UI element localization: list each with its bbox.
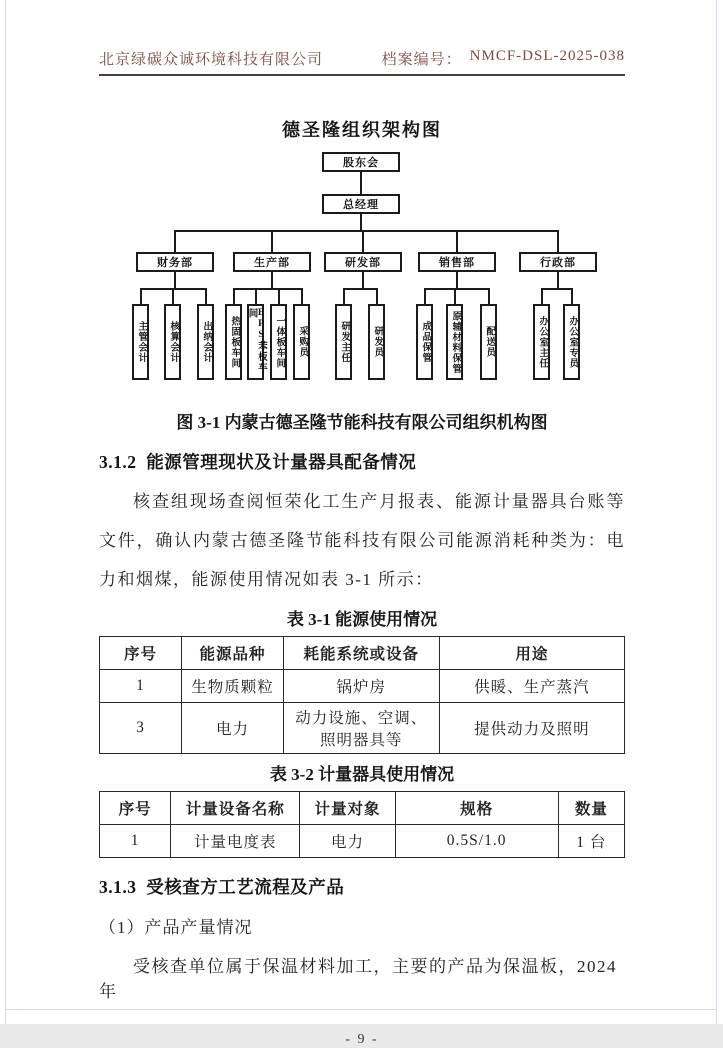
- connector-line: [376, 288, 378, 304]
- connector-line: [454, 288, 456, 304]
- page-number: - 9 -: [345, 1032, 379, 1048]
- org-node: 股东会: [322, 152, 400, 172]
- section-heading-312: 3.1.2 能源管理现状及计量器具配备情况: [99, 452, 417, 472]
- connector-line: [175, 230, 558, 232]
- connector-line: [343, 288, 345, 304]
- column-header: 能源品种: [182, 637, 284, 670]
- org-node: 核算会计: [164, 304, 181, 380]
- org-node: 办公室专员: [563, 304, 580, 380]
- column-header: 用途: [439, 637, 624, 670]
- table-cell: 电力: [182, 703, 284, 754]
- table-cell: 动力设施、空调、照明器具等: [283, 703, 439, 754]
- connector-line: [542, 288, 572, 290]
- connector-line: [174, 230, 176, 252]
- org-node: EPS苯板车间: [247, 304, 264, 380]
- connector-line: [362, 272, 364, 288]
- column-header: 耗能系统或设备: [283, 637, 439, 670]
- org-node: 行政部: [519, 252, 597, 272]
- column-header: 序号: [100, 637, 182, 670]
- connector-line: [255, 288, 257, 304]
- org-node: 研发主任: [335, 304, 352, 380]
- connector-line: [271, 272, 273, 288]
- table-32-title: 表 3-2 计量器具使用情况: [269, 765, 455, 785]
- table-cell: 锅炉房: [283, 670, 439, 703]
- page-content: [99, 0, 625, 1048]
- org-node: 一体板车间: [270, 304, 287, 380]
- connector-line: [234, 288, 302, 290]
- table-32: [99, 791, 625, 858]
- column-header: 规格: [395, 792, 558, 825]
- list-item-1: （1）产品产量情况: [99, 918, 253, 938]
- paragraph-313: 受核查单位属于保温材料加工，主要的产品为保温板，2024 年: [99, 957, 617, 1002]
- connector-line: [172, 288, 174, 304]
- connector-line: [271, 230, 273, 252]
- paragraph-312: 核查组现场查阅恒荣化工生产月报表、能源计量器具台账等文件，确认内蒙古德圣隆节能科技有限公司能源消耗种类为：电力和烟煤，能源使用情况如表 3-1 所示：: [99, 492, 625, 590]
- archive-number: [382, 48, 625, 69]
- section-heading-313: 3.1.3 受核查方工艺流程及产品: [99, 877, 345, 898]
- connector-line: [344, 288, 377, 290]
- org-chart: [99, 150, 625, 400]
- page-edge-left: [5, 0, 6, 1024]
- org-node: 销售部: [418, 252, 496, 272]
- table-cell: 供暖、生产蒸汽: [439, 670, 624, 703]
- table-cell: 电力: [300, 825, 395, 858]
- org-node: 办公室主任: [533, 304, 550, 380]
- org-node: 成品保管: [416, 304, 433, 380]
- table-cell: 0.5S/1.0: [395, 825, 558, 858]
- connector-line: [557, 230, 559, 252]
- figure-caption: 图 3-1 内蒙古德圣隆节能科技有限公司组织机构图: [176, 413, 548, 432]
- table-32-header-row: [100, 792, 625, 825]
- connector-line: [456, 230, 458, 252]
- page-edge-right: [716, 0, 717, 1024]
- connector-line: [425, 288, 489, 290]
- table-cell: 1: [100, 670, 182, 703]
- connector-line: [424, 288, 426, 304]
- connector-line: [541, 288, 543, 304]
- connector-line: [140, 288, 142, 304]
- org-node: 总经理: [322, 194, 400, 214]
- table-row: [100, 825, 625, 858]
- table-cell: 1: [100, 825, 171, 858]
- connector-line: [488, 288, 490, 304]
- table-cell: 3: [100, 703, 182, 754]
- archive-value: NMCF-DSL-2025-038: [469, 48, 625, 64]
- org-node: 研发员: [368, 304, 385, 380]
- archive-label: 档案编号：: [381, 52, 462, 68]
- table-cell: 生物质颗粒: [182, 670, 284, 703]
- connector-line: [362, 230, 364, 252]
- org-node: 采购员: [293, 304, 310, 380]
- connector-line: [301, 288, 303, 304]
- org-node: 配送员: [480, 304, 497, 380]
- table-cell: 计量电度表: [171, 825, 300, 858]
- table-31-header-row: [100, 637, 625, 670]
- org-node: 生产部: [233, 252, 311, 272]
- table-31-title: 表 3-1 能源使用情况: [286, 610, 438, 630]
- connector-line: [360, 214, 362, 230]
- table-cell: 1 台: [558, 825, 624, 858]
- company-name: 北京绿碳众诚环境科技有限公司: [99, 52, 324, 68]
- org-node: 主管会计: [132, 304, 149, 380]
- connector-line: [205, 288, 207, 304]
- connector-line: [456, 272, 458, 288]
- column-header: 数量: [558, 792, 624, 825]
- table-cell: 提供动力及照明: [439, 703, 624, 754]
- org-node: 研发部: [324, 252, 402, 272]
- org-node: 出纳会计: [197, 304, 214, 380]
- connector-line: [557, 272, 559, 288]
- connector-line: [571, 288, 573, 304]
- table-31: [99, 636, 625, 754]
- org-node: 财务部: [136, 252, 214, 272]
- table-row: [100, 670, 625, 703]
- connector-line: [278, 288, 280, 304]
- column-header: 序号: [100, 792, 171, 825]
- column-header: 计量设备名称: [171, 792, 300, 825]
- connector-line: [233, 288, 235, 304]
- connector-line: [360, 172, 362, 194]
- org-chart-title: 德圣隆组织架构图: [282, 120, 442, 140]
- page-header: [99, 0, 625, 76]
- org-node: 原辅材料保管: [446, 304, 463, 380]
- table-row: [100, 703, 625, 754]
- connector-line: [174, 272, 176, 288]
- org-node: 热固板车间: [225, 304, 242, 380]
- column-header: 计量对象: [300, 792, 395, 825]
